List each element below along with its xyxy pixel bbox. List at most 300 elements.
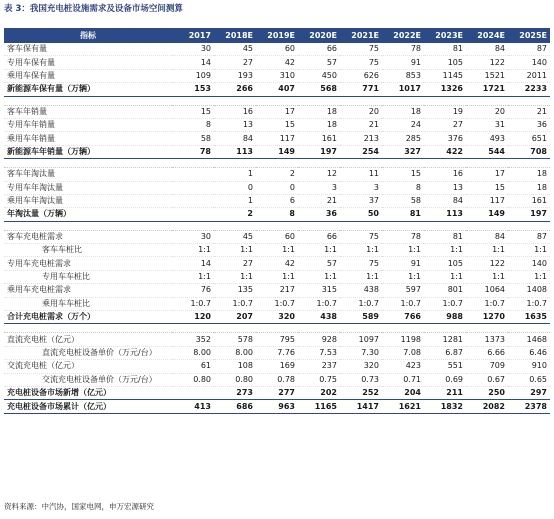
table-row bbox=[4, 297, 550, 310]
spacer-cell bbox=[340, 221, 382, 230]
value-cell: 0.80 bbox=[214, 373, 256, 386]
row-label: 客车年淘汰量 bbox=[4, 168, 172, 181]
spacer-cell bbox=[466, 324, 508, 333]
row-label: 乘用车年淘汰量 bbox=[4, 194, 172, 207]
value-cell: 113 bbox=[424, 208, 466, 221]
value-cell: 413 bbox=[172, 400, 214, 413]
value-cell: 207 bbox=[214, 311, 256, 324]
table-title: 表 3：我国充电桩设施需求及设备市场空间测算 bbox=[4, 4, 183, 14]
value-cell: 117 bbox=[466, 194, 508, 207]
spacer-cell bbox=[172, 96, 214, 105]
row-label: 直流充电桩设备单价（万元/台） bbox=[4, 346, 172, 359]
value-cell: 45 bbox=[214, 43, 256, 56]
source-note: 资料来源：中汽协，国家电网，申万宏源研究 bbox=[4, 502, 154, 511]
value-cell: 3 bbox=[340, 181, 382, 194]
value-cell: 1468 bbox=[508, 333, 550, 346]
row-label: 交流充电桩设备单价（万元/台） bbox=[4, 373, 172, 386]
value-cell: 315 bbox=[298, 284, 340, 297]
value-cell: 27 bbox=[214, 56, 256, 69]
spacer-cell bbox=[298, 96, 340, 105]
value-cell: 108 bbox=[214, 360, 256, 373]
value-cell: 45 bbox=[214, 230, 256, 243]
value-cell: 1145 bbox=[424, 69, 466, 82]
row-label: 专用车保有量 bbox=[4, 56, 172, 69]
spacer-cell bbox=[508, 221, 550, 230]
row-label: 交流充电桩（亿元） bbox=[4, 360, 172, 373]
value-cell: 84 bbox=[466, 230, 508, 243]
value-cell: 544 bbox=[466, 145, 508, 158]
value-cell: 15 bbox=[466, 181, 508, 194]
value-cell: 84 bbox=[424, 194, 466, 207]
value-cell: 15 bbox=[256, 118, 298, 131]
value-cell: 1:1 bbox=[214, 244, 256, 257]
value-cell: 17 bbox=[466, 168, 508, 181]
spacer-cell bbox=[256, 324, 298, 333]
value-cell: 217 bbox=[256, 284, 298, 297]
value-cell: 149 bbox=[466, 208, 508, 221]
value-cell: 1270 bbox=[466, 311, 508, 324]
value-cell: 1:1 bbox=[508, 270, 550, 283]
value-cell: 0.67 bbox=[466, 373, 508, 386]
value-cell bbox=[172, 208, 214, 221]
value-cell: 31 bbox=[466, 118, 508, 131]
spacer-cell bbox=[340, 159, 382, 168]
total-row bbox=[4, 400, 550, 413]
value-cell: 1:0.7 bbox=[508, 297, 550, 310]
row-label: 直流充电桩（亿元） bbox=[4, 333, 172, 346]
value-cell: 105 bbox=[424, 257, 466, 270]
spacer-cell bbox=[424, 221, 466, 230]
value-cell bbox=[172, 386, 214, 399]
total-row bbox=[4, 208, 550, 221]
value-cell: 27 bbox=[214, 257, 256, 270]
value-cell: 273 bbox=[214, 386, 256, 399]
value-cell: 310 bbox=[256, 69, 298, 82]
value-cell: 30 bbox=[172, 230, 214, 243]
table-row bbox=[4, 373, 550, 386]
value-cell: 36 bbox=[508, 118, 550, 131]
spacer-cell bbox=[382, 324, 424, 333]
spacer-cell bbox=[424, 96, 466, 105]
value-cell: 61 bbox=[172, 360, 214, 373]
value-cell: 91 bbox=[382, 257, 424, 270]
value-cell: 2378 bbox=[508, 400, 550, 413]
value-cell: 78 bbox=[172, 145, 214, 158]
value-cell: 250 bbox=[466, 386, 508, 399]
row-label: 客车充电桩需求 bbox=[4, 230, 172, 243]
value-cell: 1165 bbox=[298, 400, 340, 413]
table-row bbox=[4, 69, 550, 82]
header-cell: 2024E bbox=[466, 28, 508, 43]
value-cell: 1:1 bbox=[508, 244, 550, 257]
value-cell: 266 bbox=[214, 83, 256, 96]
spacer-cell bbox=[340, 96, 382, 105]
value-cell: 27 bbox=[424, 118, 466, 131]
spacer-cell bbox=[508, 96, 550, 105]
value-cell: 87 bbox=[508, 230, 550, 243]
total-row bbox=[4, 83, 550, 96]
value-cell: 1:0.7 bbox=[340, 297, 382, 310]
row-label: 充电桩设备市场新增（亿元） bbox=[4, 386, 172, 399]
value-cell: 422 bbox=[424, 145, 466, 158]
value-cell: 19 bbox=[424, 105, 466, 118]
header-cell: 2025E bbox=[508, 28, 550, 43]
row-label: 乘用车保有量 bbox=[4, 69, 172, 82]
value-cell: 297 bbox=[508, 386, 550, 399]
spacer-cell bbox=[382, 221, 424, 230]
value-cell: 1:0.7 bbox=[172, 297, 214, 310]
table-row bbox=[4, 230, 550, 243]
row-label: 专用车年淘汰量 bbox=[4, 181, 172, 194]
value-cell: 277 bbox=[256, 386, 298, 399]
value-cell: 76 bbox=[172, 284, 214, 297]
value-cell: 15 bbox=[172, 105, 214, 118]
value-cell: 285 bbox=[382, 132, 424, 145]
value-cell bbox=[172, 194, 214, 207]
value-cell: 153 bbox=[172, 83, 214, 96]
value-cell: 161 bbox=[508, 194, 550, 207]
value-cell: 8 bbox=[172, 118, 214, 131]
spacer-cell bbox=[256, 221, 298, 230]
value-cell: 140 bbox=[508, 257, 550, 270]
value-cell: 21 bbox=[298, 194, 340, 207]
value-cell: 7.76 bbox=[256, 346, 298, 359]
row-label: 新能源车保有量（万辆） bbox=[4, 83, 172, 96]
value-cell: 18 bbox=[382, 105, 424, 118]
spacer-cell bbox=[214, 159, 256, 168]
header-cell: 2023E bbox=[424, 28, 466, 43]
value-cell: 21 bbox=[340, 118, 382, 131]
value-cell: 0.75 bbox=[298, 373, 340, 386]
table-row bbox=[4, 244, 550, 257]
value-cell: 651 bbox=[508, 132, 550, 145]
value-cell: 140 bbox=[508, 56, 550, 69]
spacer-cell bbox=[4, 221, 172, 230]
value-cell: 438 bbox=[298, 311, 340, 324]
value-cell: 15 bbox=[382, 168, 424, 181]
value-cell: 193 bbox=[214, 69, 256, 82]
spacer-cell bbox=[466, 221, 508, 230]
spacer-row bbox=[4, 159, 550, 168]
row-label: 客车年销量 bbox=[4, 105, 172, 118]
value-cell: 1:1 bbox=[256, 244, 298, 257]
value-cell: 202 bbox=[298, 386, 340, 399]
value-cell: 8.00 bbox=[172, 346, 214, 359]
table-row bbox=[4, 284, 550, 297]
spacer-cell bbox=[214, 96, 256, 105]
spacer-cell bbox=[172, 324, 214, 333]
value-cell: 252 bbox=[340, 386, 382, 399]
table-row bbox=[4, 270, 550, 283]
value-cell: 84 bbox=[214, 132, 256, 145]
value-cell: 1:1 bbox=[382, 244, 424, 257]
value-cell: 1:1 bbox=[298, 270, 340, 283]
value-cell: 91 bbox=[382, 56, 424, 69]
value-cell: 327 bbox=[382, 145, 424, 158]
value-cell: 1:1 bbox=[298, 244, 340, 257]
spacer-row bbox=[4, 96, 550, 105]
value-cell: 2082 bbox=[466, 400, 508, 413]
table-row bbox=[4, 56, 550, 69]
value-cell: 407 bbox=[256, 83, 298, 96]
table-header-row bbox=[4, 28, 550, 43]
table-row bbox=[4, 346, 550, 359]
value-cell: 36 bbox=[298, 208, 340, 221]
value-cell: 376 bbox=[424, 132, 466, 145]
value-cell: 1:1 bbox=[466, 270, 508, 283]
header-cell: 2019E bbox=[256, 28, 298, 43]
value-cell: 169 bbox=[256, 360, 298, 373]
table-body bbox=[4, 43, 550, 413]
value-cell: 423 bbox=[382, 360, 424, 373]
value-cell: 686 bbox=[214, 400, 256, 413]
value-cell: 60 bbox=[256, 230, 298, 243]
value-cell: 122 bbox=[466, 56, 508, 69]
value-cell: 78 bbox=[382, 43, 424, 56]
value-cell: 801 bbox=[424, 284, 466, 297]
value-cell: 438 bbox=[340, 284, 382, 297]
value-cell: 37 bbox=[340, 194, 382, 207]
value-cell: 578 bbox=[214, 333, 256, 346]
value-cell: 105 bbox=[424, 56, 466, 69]
spacer-row bbox=[4, 221, 550, 230]
value-cell: 60 bbox=[256, 43, 298, 56]
value-cell: 766 bbox=[382, 311, 424, 324]
value-cell: 120 bbox=[172, 311, 214, 324]
value-cell: 81 bbox=[382, 208, 424, 221]
value-cell: 21 bbox=[508, 105, 550, 118]
spacer-cell bbox=[214, 324, 256, 333]
value-cell: 57 bbox=[298, 257, 340, 270]
value-cell: 87 bbox=[508, 43, 550, 56]
value-cell: 1:0.7 bbox=[466, 297, 508, 310]
value-cell: 7.30 bbox=[340, 346, 382, 359]
value-cell: 1:1 bbox=[424, 244, 466, 257]
value-cell: 66 bbox=[298, 43, 340, 56]
value-cell: 1417 bbox=[340, 400, 382, 413]
spacer-cell bbox=[298, 324, 340, 333]
value-cell: 197 bbox=[298, 145, 340, 158]
value-cell: 1017 bbox=[382, 83, 424, 96]
value-cell: 1:0.7 bbox=[298, 297, 340, 310]
value-cell: 1621 bbox=[382, 400, 424, 413]
value-cell: 1 bbox=[214, 168, 256, 181]
value-cell: 14 bbox=[172, 56, 214, 69]
value-cell bbox=[172, 181, 214, 194]
value-cell: 1521 bbox=[466, 69, 508, 82]
table-row bbox=[4, 194, 550, 207]
spacer-cell bbox=[256, 159, 298, 168]
table-row bbox=[4, 43, 550, 56]
row-label: 充电桩设备市场累计（亿元） bbox=[4, 400, 172, 413]
value-cell: 17 bbox=[256, 105, 298, 118]
value-cell: 58 bbox=[382, 194, 424, 207]
value-cell: 8 bbox=[256, 208, 298, 221]
value-cell: 2011 bbox=[508, 69, 550, 82]
table-row bbox=[4, 360, 550, 373]
spacer-row bbox=[4, 324, 550, 333]
total-row bbox=[4, 145, 550, 158]
value-cell: 0.65 bbox=[508, 373, 550, 386]
value-cell: 75 bbox=[340, 56, 382, 69]
value-cell: 6.87 bbox=[424, 346, 466, 359]
value-cell: 568 bbox=[298, 83, 340, 96]
value-cell: 1281 bbox=[424, 333, 466, 346]
table-row bbox=[4, 181, 550, 194]
value-cell: 13 bbox=[214, 118, 256, 131]
value-cell: 6.66 bbox=[466, 346, 508, 359]
value-cell: 589 bbox=[340, 311, 382, 324]
value-cell: 50 bbox=[340, 208, 382, 221]
value-cell: 197 bbox=[508, 208, 550, 221]
spacer-cell bbox=[298, 221, 340, 230]
value-cell: 1:1 bbox=[256, 270, 298, 283]
value-cell: 0 bbox=[214, 181, 256, 194]
value-cell: 910 bbox=[508, 360, 550, 373]
value-cell: 708 bbox=[508, 145, 550, 158]
row-label: 乘用车车桩比 bbox=[4, 297, 172, 310]
value-cell: 1:0.7 bbox=[424, 297, 466, 310]
spacer-cell bbox=[508, 324, 550, 333]
value-cell: 14 bbox=[172, 257, 214, 270]
value-cell: 771 bbox=[340, 83, 382, 96]
value-cell: 709 bbox=[466, 360, 508, 373]
value-cell: 1 bbox=[214, 194, 256, 207]
value-cell: 75 bbox=[340, 257, 382, 270]
value-cell: 81 bbox=[424, 230, 466, 243]
spacer-cell bbox=[466, 159, 508, 168]
value-cell: 963 bbox=[256, 400, 298, 413]
value-cell: 135 bbox=[214, 284, 256, 297]
value-cell: 1:0.7 bbox=[382, 297, 424, 310]
spacer-cell bbox=[298, 159, 340, 168]
row-label: 乘用车年销量 bbox=[4, 132, 172, 145]
total-row bbox=[4, 311, 550, 324]
value-cell: 57 bbox=[298, 56, 340, 69]
value-cell: 1198 bbox=[382, 333, 424, 346]
value-cell: 16 bbox=[424, 168, 466, 181]
spacer-cell bbox=[508, 159, 550, 168]
row-label: 专用车年销量 bbox=[4, 118, 172, 131]
value-cell: 204 bbox=[382, 386, 424, 399]
spacer-cell bbox=[466, 96, 508, 105]
value-cell: 7.53 bbox=[298, 346, 340, 359]
value-cell: 988 bbox=[424, 311, 466, 324]
value-cell: 551 bbox=[424, 360, 466, 373]
value-cell: 320 bbox=[256, 311, 298, 324]
table-row bbox=[4, 132, 550, 145]
table-row bbox=[4, 257, 550, 270]
value-cell: 6 bbox=[256, 194, 298, 207]
value-cell: 1:1 bbox=[172, 270, 214, 283]
spacer-cell bbox=[340, 324, 382, 333]
value-cell: 1:1 bbox=[466, 244, 508, 257]
value-cell: 1:0.7 bbox=[256, 297, 298, 310]
value-cell: 795 bbox=[256, 333, 298, 346]
total-row bbox=[4, 386, 550, 399]
value-cell: 0 bbox=[256, 181, 298, 194]
header-cell: 2018E bbox=[214, 28, 256, 43]
table-row bbox=[4, 118, 550, 131]
spacer-cell bbox=[214, 221, 256, 230]
header-cell: 指标 bbox=[4, 28, 172, 43]
value-cell: 75 bbox=[340, 43, 382, 56]
value-cell: 320 bbox=[340, 360, 382, 373]
value-cell: 7.08 bbox=[382, 346, 424, 359]
row-label: 合计充电桩需求（万个） bbox=[4, 311, 172, 324]
row-label: 客车保有量 bbox=[4, 43, 172, 56]
header-cell: 2022E bbox=[382, 28, 424, 43]
value-cell: 149 bbox=[256, 145, 298, 158]
value-cell: 1408 bbox=[508, 284, 550, 297]
value-cell: 254 bbox=[340, 145, 382, 158]
value-cell: 1326 bbox=[424, 83, 466, 96]
value-cell: 0.69 bbox=[424, 373, 466, 386]
header-cell: 2020E bbox=[298, 28, 340, 43]
value-cell: 24 bbox=[382, 118, 424, 131]
value-cell: 2233 bbox=[508, 83, 550, 96]
value-cell: 11 bbox=[340, 168, 382, 181]
value-cell: 928 bbox=[298, 333, 340, 346]
spacer-cell bbox=[382, 96, 424, 105]
value-cell: 1:1 bbox=[424, 270, 466, 283]
spacer-cell bbox=[4, 159, 172, 168]
value-cell: 1:1 bbox=[214, 270, 256, 283]
value-cell: 18 bbox=[508, 181, 550, 194]
value-cell: 30 bbox=[172, 43, 214, 56]
value-cell: 58 bbox=[172, 132, 214, 145]
value-cell: 20 bbox=[340, 105, 382, 118]
row-label: 专用车车桩比 bbox=[4, 270, 172, 283]
value-cell: 213 bbox=[340, 132, 382, 145]
value-cell: 18 bbox=[298, 105, 340, 118]
spacer-cell bbox=[4, 324, 172, 333]
value-cell: 113 bbox=[214, 145, 256, 158]
value-cell: 0.73 bbox=[340, 373, 382, 386]
value-cell: 66 bbox=[298, 230, 340, 243]
value-cell: 12 bbox=[298, 168, 340, 181]
value-cell: 42 bbox=[256, 257, 298, 270]
value-cell: 75 bbox=[340, 230, 382, 243]
value-cell: 352 bbox=[172, 333, 214, 346]
value-cell: 122 bbox=[466, 257, 508, 270]
value-cell: 161 bbox=[298, 132, 340, 145]
value-cell: 1097 bbox=[340, 333, 382, 346]
spacer-cell bbox=[172, 221, 214, 230]
value-cell: 0.80 bbox=[172, 373, 214, 386]
value-cell: 3 bbox=[298, 181, 340, 194]
value-cell bbox=[172, 168, 214, 181]
value-cell: 853 bbox=[382, 69, 424, 82]
value-cell: 16 bbox=[214, 105, 256, 118]
row-label: 专用车充电桩需求 bbox=[4, 257, 172, 270]
value-cell: 20 bbox=[466, 105, 508, 118]
row-label: 年淘汰量（万辆） bbox=[4, 208, 172, 221]
table-row bbox=[4, 105, 550, 118]
value-cell: 626 bbox=[340, 69, 382, 82]
spacer-cell bbox=[424, 159, 466, 168]
value-cell: 0.78 bbox=[256, 373, 298, 386]
table-row bbox=[4, 168, 550, 181]
value-cell: 450 bbox=[298, 69, 340, 82]
value-cell: 597 bbox=[382, 284, 424, 297]
value-cell: 42 bbox=[256, 56, 298, 69]
value-cell: 81 bbox=[424, 43, 466, 56]
row-label: 乘用车充电桩需求 bbox=[4, 284, 172, 297]
value-cell: 78 bbox=[382, 230, 424, 243]
value-cell: 18 bbox=[298, 118, 340, 131]
value-cell: 1721 bbox=[466, 83, 508, 96]
